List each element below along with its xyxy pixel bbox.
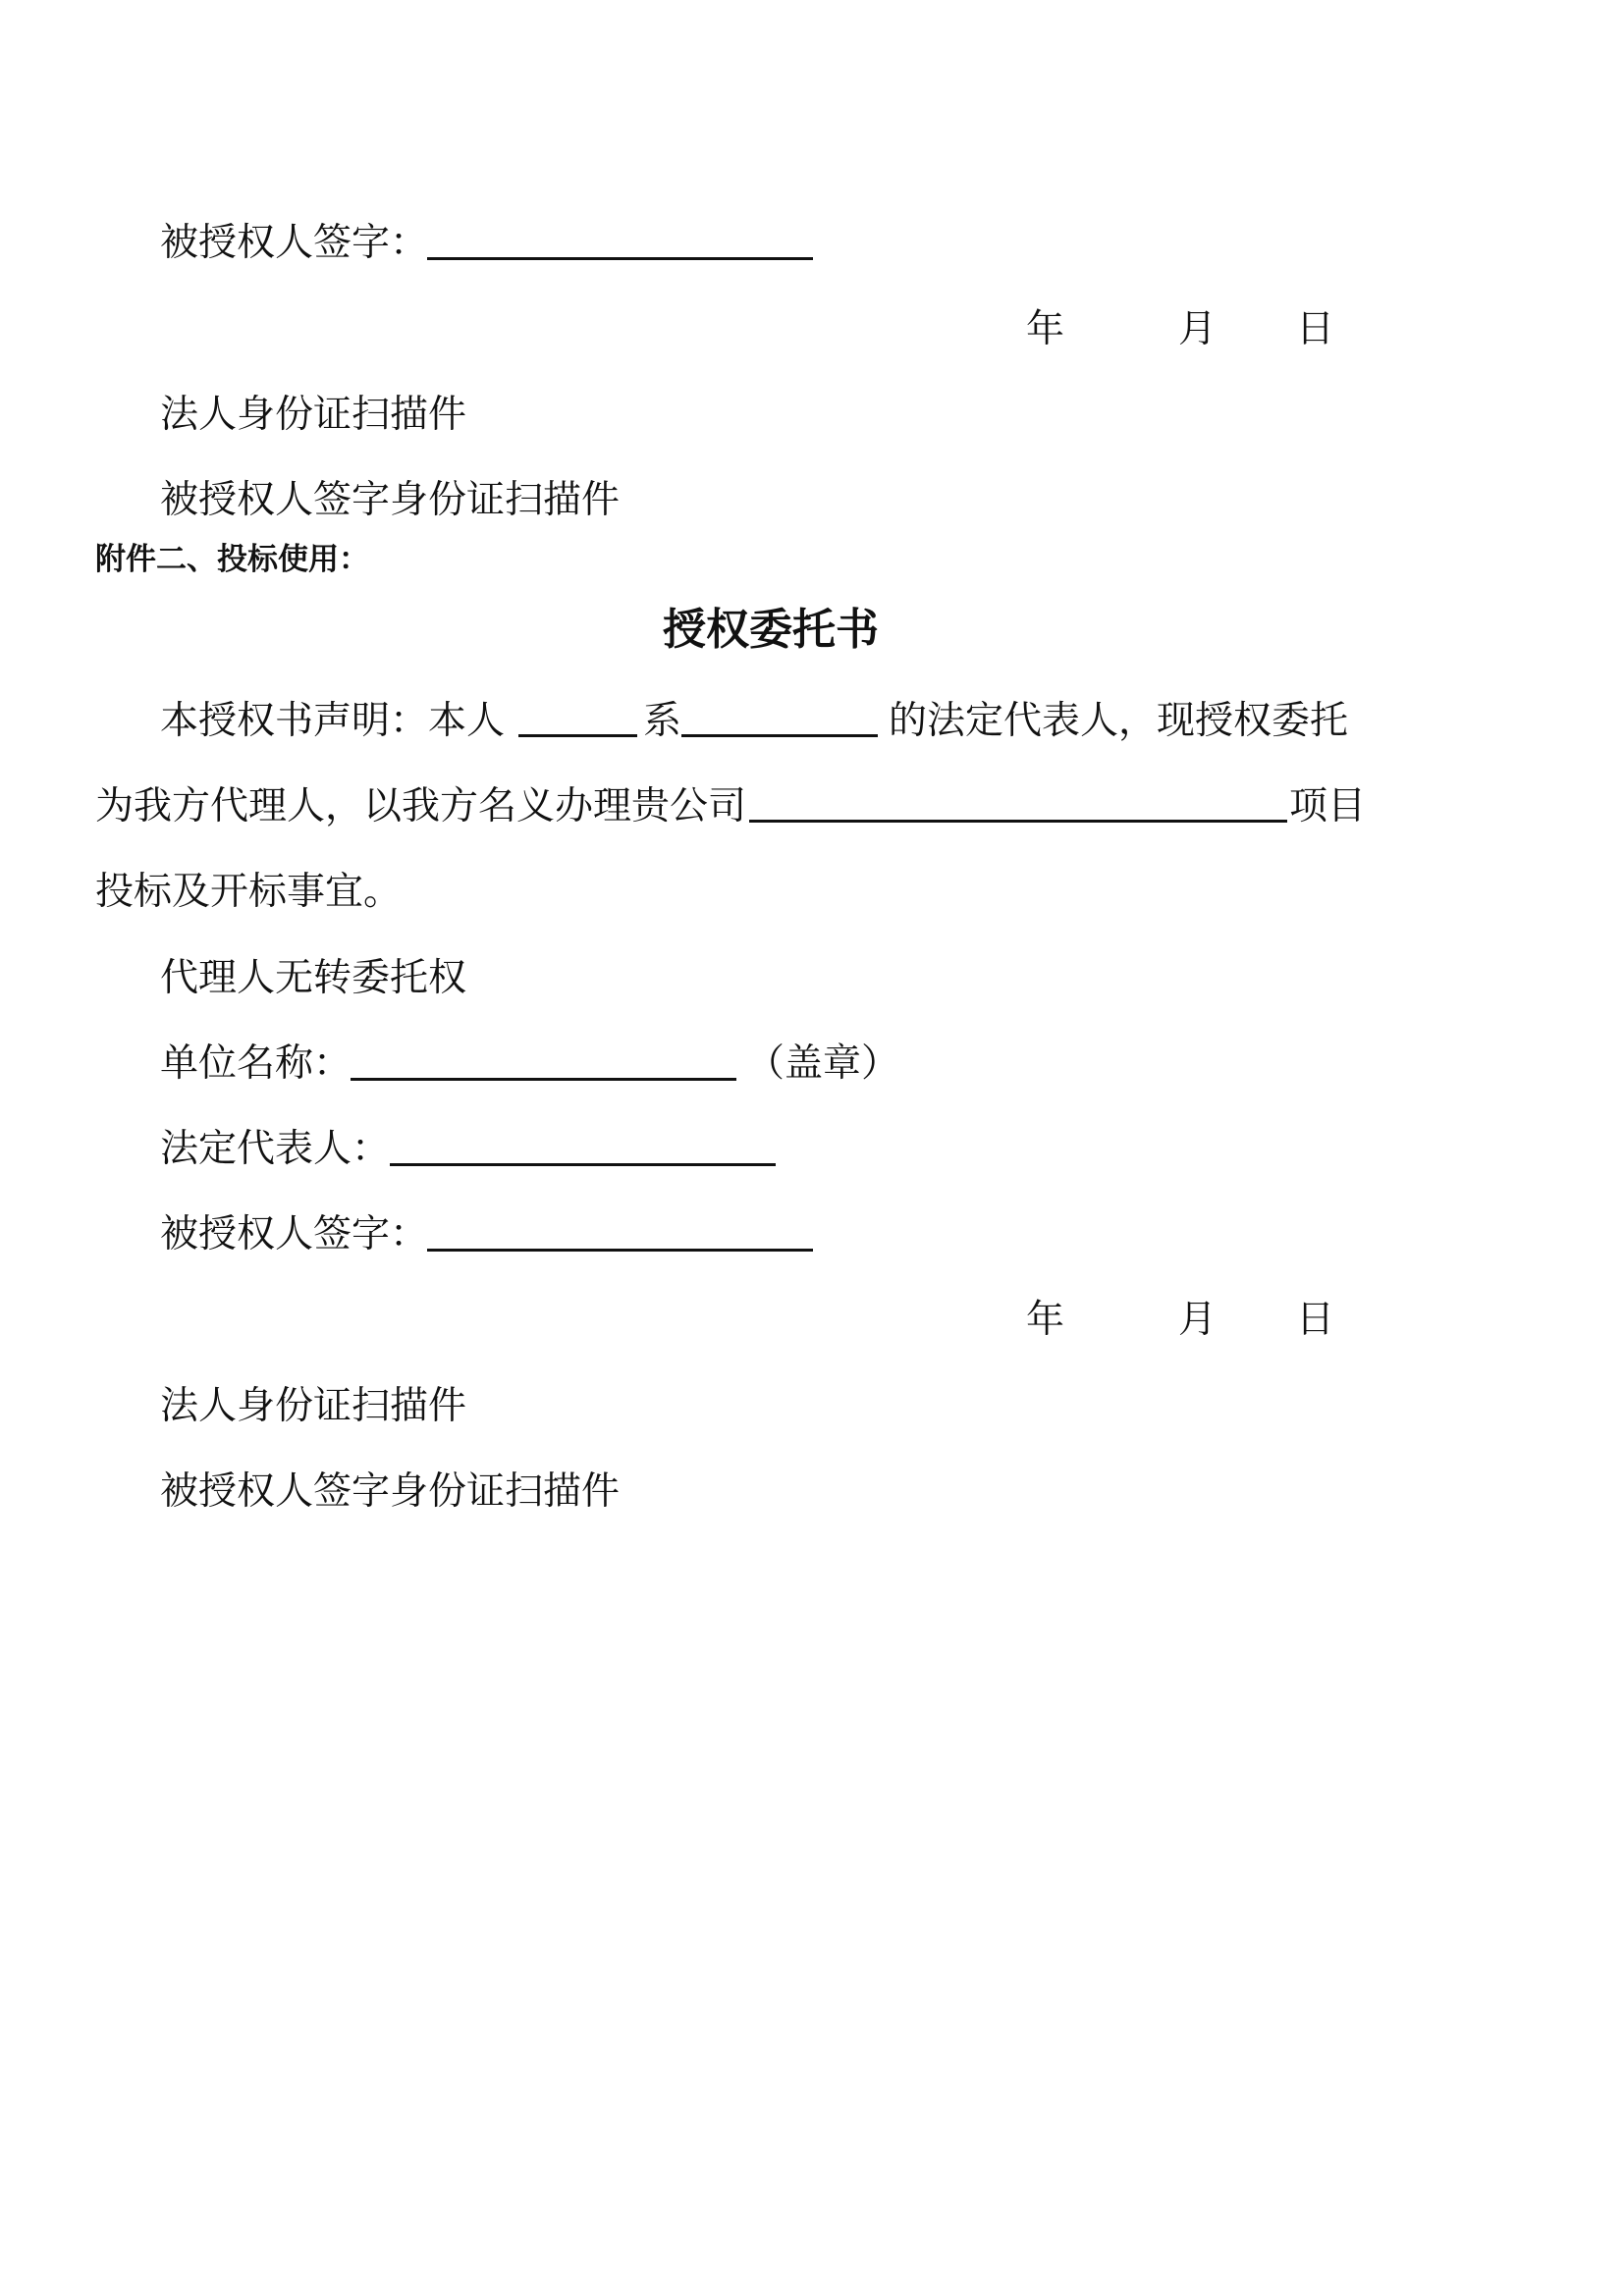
seal-note: （盖章） [746,1041,900,1086]
project-name-field[interactable] [749,820,1287,823]
authorized-id-scan-top: 被授权人签字身份证扫描件 [160,478,621,522]
signature-label: 被授权人签字： [160,1212,429,1256]
no-subdelegation-note: 代理人无转委托权 [160,956,467,1000]
unit-name-label: 单位名称： [160,1041,352,1086]
declaration-text-3: 的法定代表人，现授权委托 [889,699,1349,743]
legal-rep-field[interactable] [390,1163,776,1166]
person-name-field[interactable] [518,734,637,737]
legal-rep-label: 法定代表人： [160,1127,391,1171]
declaration-text-2: 系 [643,699,682,743]
date-month-top: 月 [1178,307,1218,351]
attachment-heading: 附件二、投标使用： [95,542,369,577]
date-year: 年 [1026,1298,1065,1342]
declaration-text-6: 投标及开标事宜。 [95,870,403,914]
date-day: 日 [1296,1298,1335,1342]
signature-label-top: 被授权人签字： [160,221,429,265]
date-month: 月 [1178,1298,1218,1342]
authorized-id-scan: 被授权人签字身份证扫描件 [160,1469,621,1514]
declaration-text-4: 为我方代理人，以我方名义办理贵公司 [95,784,747,828]
signature-field-top[interactable] [427,257,813,260]
signature-field[interactable] [427,1249,813,1252]
legal-id-scan: 法人身份证扫描件 [160,1384,467,1428]
document-title: 授权委托书 [663,605,879,655]
date-year-top: 年 [1026,307,1065,351]
declaration-text-1: 本授权书声明：本人 [160,699,506,743]
unit-name-field[interactable] [351,1078,736,1081]
legal-id-scan-top: 法人身份证扫描件 [160,393,467,437]
declaration-text-5: 项目 [1289,784,1367,828]
company-name-field[interactable] [681,734,878,737]
date-day-top: 日 [1296,307,1335,351]
